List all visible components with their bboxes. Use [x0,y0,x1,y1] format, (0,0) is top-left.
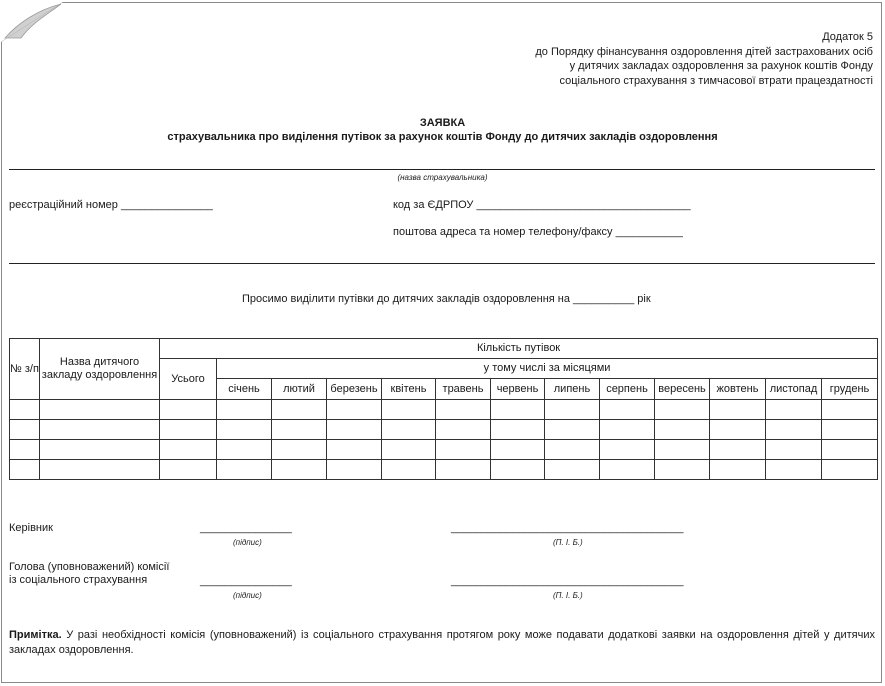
col-total-header: Усього [160,359,217,400]
table-cell[interactable] [40,400,160,420]
table-cell[interactable] [600,400,655,420]
table-cell[interactable] [655,460,710,480]
form-title [0,116,885,144]
title-main: ЗАЯВКА [419,117,466,129]
table-cell[interactable] [655,400,710,420]
month-header: грудень [822,379,878,400]
registration-number-field[interactable]: реєстраційний номер _______________ [9,199,213,211]
note-label: Примітка. [9,629,62,641]
table-cell[interactable] [272,460,327,480]
table-cell[interactable] [545,460,600,480]
table-cell[interactable] [40,420,160,440]
annex-line-2: до Порядку фінансування оздоровлення дітей застрахованих осіб [535,45,873,58]
table-cell[interactable] [382,460,436,480]
table-cell[interactable] [600,460,655,480]
table-cell[interactable] [10,400,40,420]
note-paragraph [9,628,875,658]
table-cell[interactable] [327,420,382,440]
table-cell[interactable] [491,440,545,460]
table-cell[interactable] [272,440,327,460]
table-row [10,400,878,420]
col-name-header: Назва дитячого закладу оздоровлення [40,339,160,400]
head-label: Керівник [9,522,53,534]
table-cell[interactable] [327,460,382,480]
table-cell[interactable] [822,420,878,440]
month-header: березень [327,379,382,400]
month-header: жовтень [710,379,766,400]
insurer-name-line[interactable] [9,169,875,170]
table-cell[interactable] [822,400,878,420]
table-cell[interactable] [822,440,878,460]
col-months-group-header: у тому числі за місяцями [217,359,878,379]
table-cell[interactable] [382,440,436,460]
month-header: червень [491,379,545,400]
table-cell[interactable] [10,420,40,440]
month-header: травень [436,379,491,400]
table-cell[interactable] [766,460,822,480]
commission-label-2: із соціального страхування [9,574,148,586]
head-signature-line[interactable]: _______________ [200,522,292,534]
commission-signature-line[interactable]: _______________ [200,575,292,587]
table-cell[interactable] [272,400,327,420]
table-cell[interactable] [766,440,822,460]
table-cell[interactable] [382,400,436,420]
table-cell[interactable] [217,440,272,460]
table-cell[interactable] [436,420,491,440]
month-header: серпень [600,379,655,400]
table-cell[interactable] [766,400,822,420]
table-cell[interactable] [436,440,491,460]
annex-reference [535,30,873,88]
table-cell[interactable] [217,400,272,420]
table-cell[interactable] [436,400,491,420]
table-row [10,460,878,480]
table-cell[interactable] [545,420,600,440]
month-header: лютий [272,379,327,400]
annex-line-3: у дитячих закладах оздоровлення за рахунок коштів Фонду [569,60,873,72]
commission-signature-caption: (підпис) [233,591,262,600]
annex-line-4: соціального страхування з тимчасової втрати працездатності [559,74,873,87]
title-subtitle: страхувальника про виділення путівок за рахунок коштів Фонду до дитячих закладів оздоровлення [167,131,718,143]
table-row [10,420,878,440]
table-cell[interactable] [710,460,766,480]
divider-line [9,263,875,264]
table-cell[interactable] [382,420,436,440]
table-cell[interactable] [600,420,655,440]
annex-line-1: Додаток 5 [822,31,873,43]
table-cell[interactable] [327,440,382,460]
month-header: січень [217,379,272,400]
table-cell[interactable] [160,420,217,440]
table-cell[interactable] [655,440,710,460]
table-cell[interactable] [160,440,217,460]
table-body [10,400,878,480]
table-cell[interactable] [40,440,160,460]
month-header: липень [545,379,600,400]
month-header: квітень [382,379,436,400]
table-cell[interactable] [710,440,766,460]
table-cell[interactable] [655,420,710,440]
month-header: вересень [655,379,710,400]
page-curl-icon [1,2,63,42]
table-cell[interactable] [160,400,217,420]
table-cell[interactable] [600,440,655,460]
table-cell[interactable] [710,400,766,420]
table-cell[interactable] [217,420,272,440]
table-cell[interactable] [491,460,545,480]
col-number-header: № з/п [10,339,40,400]
table-cell[interactable] [160,460,217,480]
table-cell[interactable] [10,440,40,460]
commission-name-line[interactable]: ______________________________________ [451,575,684,587]
request-text: Просимо виділити путівки до дитячих закладів оздоровлення на __________ рік [242,293,651,305]
table-cell[interactable] [545,440,600,460]
table-cell[interactable] [491,400,545,420]
table-cell[interactable] [766,420,822,440]
edrpou-field[interactable]: код за ЄДРПОУ ___________________________________ [393,199,691,211]
head-name-line[interactable]: ______________________________________ [451,522,684,534]
head-name-caption: (П. І. Б.) [553,538,583,547]
table-cell[interactable] [40,460,160,480]
vouchers-table [9,338,878,480]
table-cell[interactable] [491,420,545,440]
address-phone-field[interactable]: поштова адреса та номер телефону/факсу ___________ [393,226,683,238]
month-header: листопад [766,379,822,400]
table-cell[interactable] [545,400,600,420]
table-row [10,440,878,460]
insurer-name-caption: (назва страхувальника) [397,173,488,182]
table-cell[interactable] [10,460,40,480]
note-text: У разі необхідності комісія (уповноважений) із соціального страхування протягом року може подавати додаткові заявки на оздоровлення дітей у дитячих закладах оздоровлення. [9,629,875,656]
table-cell[interactable] [710,420,766,440]
table-cell[interactable] [327,400,382,420]
commission-name-caption: (П. І. Б.) [553,591,583,600]
commission-label-1: Голова (уповноважений) комісії [9,561,170,573]
table-cell[interactable] [272,420,327,440]
head-signature-caption: (підпис) [233,538,262,547]
table-cell[interactable] [822,460,878,480]
table-cell[interactable] [436,460,491,480]
table-cell[interactable] [217,460,272,480]
col-count-header: Кількість путівок [160,339,878,359]
